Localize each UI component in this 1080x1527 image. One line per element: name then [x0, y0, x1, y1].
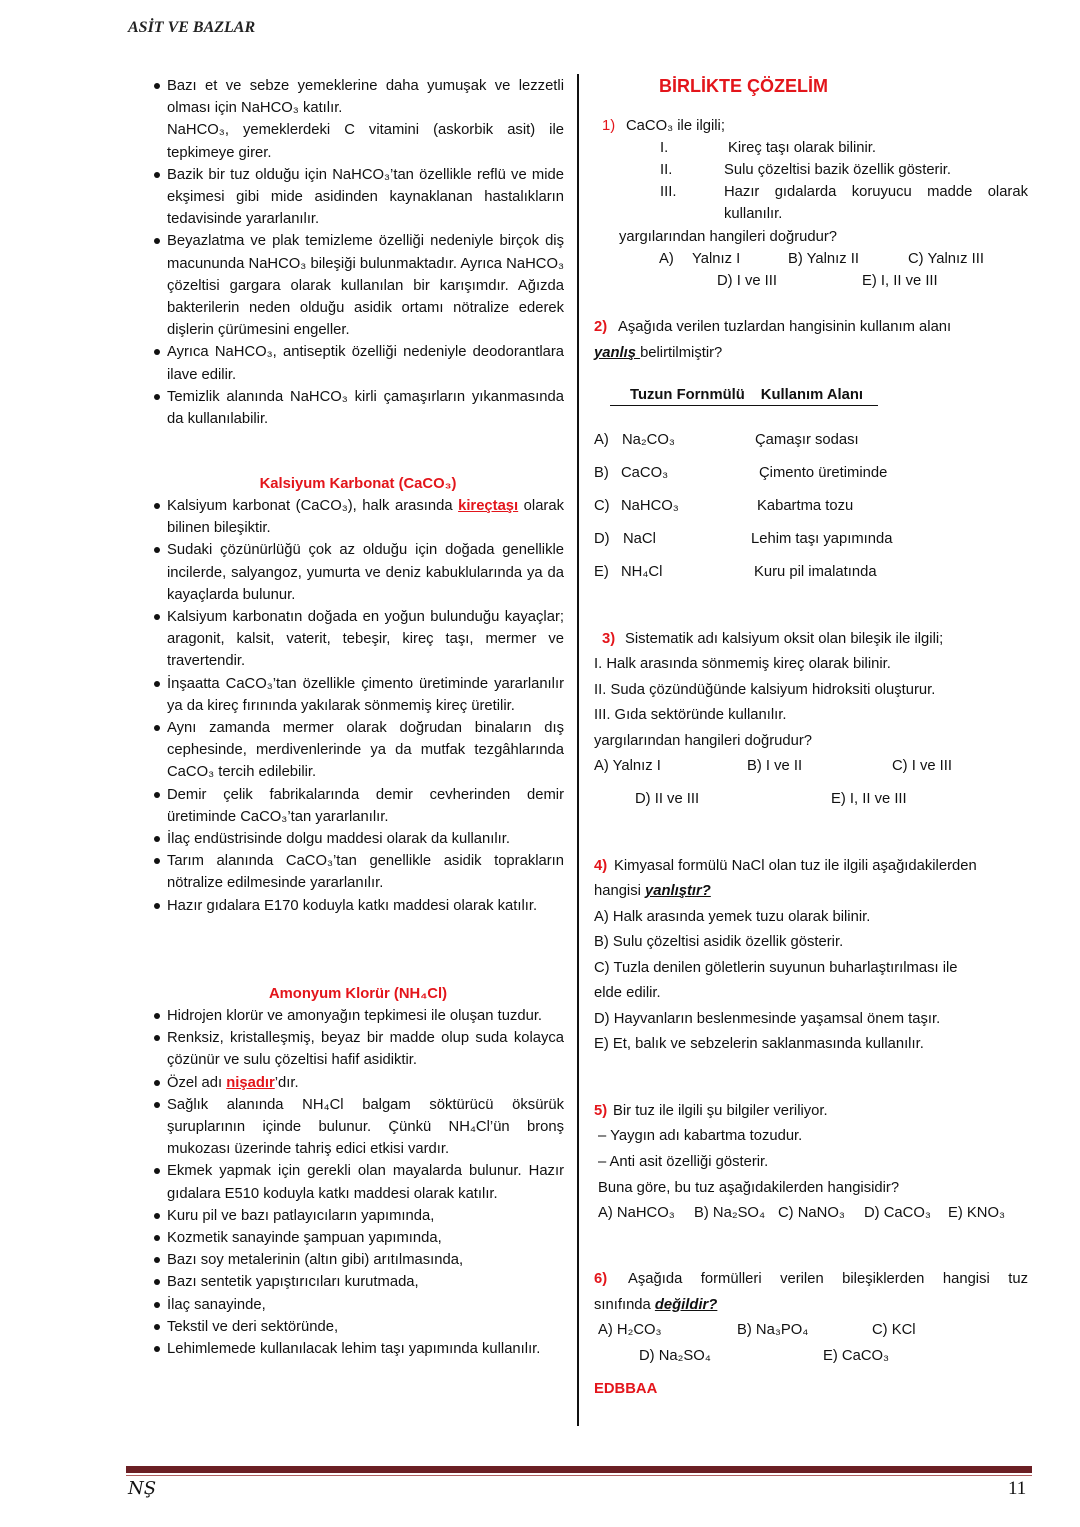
statement: Kireç taşı olarak bilinir.	[728, 140, 877, 156]
option-c[interactable]: C) NaNO₃	[778, 1205, 845, 1221]
question-stem: Sistematik adı kalsiyum oksit olan bileşik ile ilgili;	[625, 631, 944, 647]
list-item: Aynı zamanda mermer olarak doğrudan binaların dış cephesinde, merdivenlerinde ya da mutfak tezgâhlarında CaCO₃ tercih edilebilir.	[152, 717, 564, 784]
list-item: Renksiz, kristalleşmiş, beyaz bir madde olup suda kolayca çözünür ve sulu çözeltisi hafif asidiktir.	[152, 1027, 564, 1071]
list-item: Demir çelik fabrikalarında demir cevherinden demir üretiminde CaCO₃’tan yararlanılır.	[152, 784, 564, 828]
question-stem: Kimyasal formülü NaCl olan tuz ile ilgili aşağıdakilerden	[614, 858, 977, 874]
emphasis: yanlış	[594, 345, 641, 361]
question-text: Buna göre, bu tuz aşağıdakilerden hangisidir?	[598, 1180, 900, 1196]
option-a[interactable]: A) H₂CO₃	[598, 1322, 662, 1338]
option-d[interactable]: D) Hayvanların beslenmesinde yaşamsal önem taşır.	[594, 1011, 941, 1027]
option-d[interactable]: D) CaCO₃	[864, 1205, 931, 1221]
formula: NaHCO₃	[621, 498, 679, 514]
roman-numeral: II.	[660, 162, 673, 178]
list-item: Kuru pil ve bazı patlayıcıların yapımında,	[152, 1205, 564, 1227]
option-letter[interactable]: C)	[594, 498, 610, 514]
page-number: 11	[1008, 1478, 1027, 1499]
list-item: Beyazlatma ve plak temizleme özelliği nedeniyle birçok diş macununda NaHCO₃ bileşiği bulunmaktadır. Ayrıca NaHCO₃ çözeltisi gargara olarak kullanılan bir karışımdır. Ağızda bakterilerin neden olduğu asidik ortamı nötralize ederek dişlerin çürümesini engeller.	[152, 230, 564, 341]
usage: Kuru pil imalatında	[754, 564, 877, 580]
caco3-list	[152, 495, 564, 917]
list-item: Bazik bir tuz olduğu için NaHCO₃’tan özellikle reflü ve mide ekşimesi gibi mide asidinden kaynaklanan hastalıkların tedavisinde yararlanılır.	[152, 164, 564, 231]
usage: Lehim taşı yapımında	[751, 531, 893, 547]
section-title-caco3: Kalsiyum Karbonat (CaCO₃)	[259, 476, 457, 492]
question-stem: Aşağıda verilen tuzlardan hangisinin kullanım alanı	[618, 319, 952, 335]
option-b[interactable]: B) I ve II	[747, 758, 803, 774]
option-letter[interactable]: A)	[594, 432, 609, 448]
question-number: 6)	[594, 1271, 608, 1287]
column-divider	[577, 74, 579, 1426]
option-a[interactable]: A) NaHCO₃	[598, 1205, 675, 1221]
running-header: ASİT VE BAZLAR	[128, 19, 256, 36]
statement: I. Halk arasında sönmemiş kireç olarak bilinir.	[594, 656, 891, 672]
statement: – Yaygın adı kabartma tozudur.	[598, 1128, 803, 1144]
option-b[interactable]: B) Na₃PO₄	[737, 1322, 809, 1338]
text: Kalsiyum karbonat (CaCO₃), halk arasında	[167, 498, 459, 514]
highlight-term: nişadır	[226, 1074, 275, 1091]
option-label[interactable]: A)	[659, 251, 674, 267]
column-header: Tuzun Fornmülü	[630, 387, 745, 403]
statement: Hazır gıdalarda koruyucu madde olarak	[724, 184, 1028, 200]
formula: Na₂CO₃	[622, 432, 675, 448]
option-e[interactable]: E) Et, balık ve sebzelerin saklanmasında kullanılır.	[594, 1036, 924, 1052]
option-b[interactable]: B) Na₂SO₄	[694, 1205, 765, 1221]
roman-numeral: I.	[660, 140, 669, 156]
text: NaHCO₃, yemeklerdeki C vitamini (askorbik asit) ile tepkimeye girer.	[167, 122, 564, 161]
formula: NaCl	[623, 531, 656, 547]
option-e[interactable]: E) I, II ve III	[862, 273, 938, 289]
list-item: Hazır gıdalara E170 koduyla katkı maddesi olarak katılır.	[152, 895, 564, 917]
list-item: Tarım alanında CaCO₃’tan genellikle asidik toprakların nötralize edilmesinde yararlanılır.	[152, 850, 564, 894]
question-stem: Bir tuz ile ilgili şu bilgiler veriliyor.	[613, 1103, 828, 1119]
list-item: Lehimlemede kullanılacak lehim taşı yapımında kullanılır.	[152, 1338, 564, 1360]
option-d[interactable]: D) II ve III	[635, 791, 700, 807]
usage: Çamaşır sodası	[755, 432, 859, 448]
option-a[interactable]: Yalnız I	[692, 251, 741, 267]
option-c[interactable]: C) Yalnız III	[908, 251, 984, 267]
question-stem: sınıfında	[594, 1297, 655, 1313]
list-item: İlaç endüstrisinde dolgu maddesi olarak da kullanılır.	[152, 828, 564, 850]
statement: – Anti asit özelliği gösterir.	[598, 1154, 769, 1170]
statement: kullanılır.	[724, 206, 783, 222]
list-item: Hidrojen klorür ve amonyağın tepkimesi ile oluşan tuzdur.	[152, 1005, 564, 1027]
question-stem: Aşağıda formülleri verilen bileşiklerden hangisi tuz	[628, 1271, 1028, 1287]
text: Bazı et ve sebze yemeklerine daha yumuşak ve lezzetli olması için NaHCO₃ katılır.	[167, 78, 564, 117]
list-item: Sudaki çözünürlüğü çok az olduğu için doğada genellikle incilerde, salyangoz, yumurta ve deniz kabuklularında ya da kayaçlarda bulunur.	[152, 539, 564, 606]
practice-title: BİRLİKTE ÇÖZELİM	[659, 76, 828, 96]
option-a[interactable]: A) Halk arasında yemek tuzu olarak bilinir.	[594, 909, 871, 925]
option-e[interactable]: E) CaCO₃	[823, 1348, 890, 1364]
author-initials: NŞ	[128, 1478, 157, 1499]
list-item: Bazı soy metalerinin (altın gibi) arıtılmasında,	[152, 1249, 564, 1271]
option-c[interactable]: C) I ve III	[892, 758, 953, 774]
list-item: Kozmetik sanayinde şampuan yapımında,	[152, 1227, 564, 1249]
nh4cl-list	[152, 1005, 564, 1360]
statement: III. Gıda sektöründe kullanılır.	[594, 707, 787, 723]
option-letter[interactable]: E)	[594, 564, 609, 580]
section-title-nh4cl: Amonyum Klorür (NH₄Cl)	[268, 986, 448, 1002]
usage: Kabartma tozu	[757, 498, 854, 514]
formula: NH₄Cl	[621, 564, 663, 580]
option-e[interactable]: E) I, II ve III	[831, 791, 907, 807]
question-number: 1)	[602, 118, 616, 134]
text: Özel adı	[167, 1074, 227, 1091]
list-item: İlaç sanayinde,	[152, 1294, 564, 1316]
list-item: Sağlık alanında NH₄Cl balgam söktürücü öksürük şuruplarının içinde bulunur. Çünkü NH₄Cl’ün bronş mukozası üzerinde tahriş edici etkisi vardır.	[152, 1094, 564, 1161]
emphasis: yanlıştır?	[645, 883, 711, 899]
list-item: İnşaatta CaCO₃’tan özellikle çimento üretiminde yararlanılır ya da kireç fırınında yakılarak sönmemiş kireç üretilir.	[152, 673, 564, 717]
text: ’dır.	[274, 1074, 299, 1091]
usage: Çimento üretiminde	[759, 465, 888, 481]
nahco3-list	[152, 75, 564, 430]
question-stem: CaCO₃ ile ilgili;	[626, 118, 725, 134]
column-header: Kullanım Alanı	[760, 387, 864, 403]
question-text: yargılarından hangileri doğrudur?	[594, 733, 812, 749]
question-stem: belirtilmiştir?	[640, 345, 723, 361]
question-number: 5)	[594, 1103, 608, 1119]
option-letter[interactable]: D)	[594, 531, 610, 547]
question-number: 2)	[594, 319, 608, 335]
text: olarak bilinen bileşiktir.	[167, 498, 564, 537]
statement: II. Suda çözündüğünde kalsiyum hidroksiti oluşturur.	[594, 682, 936, 698]
option-b[interactable]: B) Sulu çözeltisi asidik özellik gösterir.	[594, 934, 844, 950]
list-item: Temizlik alanında NaHCO₃ kirli çamaşırların yıkanmasında da kullanılabilir.	[152, 386, 564, 430]
roman-numeral: III.	[660, 184, 677, 200]
option-d[interactable]: D) Na₂SO₄	[639, 1348, 711, 1364]
question-number: 4)	[594, 858, 608, 874]
option-b[interactable]: B) Yalnız II	[788, 251, 860, 267]
list-item	[152, 75, 564, 164]
option-c-cont: elde edilir.	[594, 985, 661, 1001]
formula: CaCO₃	[621, 465, 669, 481]
list-item	[152, 1072, 564, 1094]
option-c[interactable]: C) Tuzla denilen göletlerin suyunun buharlaştırılması ile	[594, 960, 958, 976]
footer-bar	[126, 1466, 1032, 1473]
option-d[interactable]: D) I ve III	[717, 273, 778, 289]
option-letter[interactable]: B)	[594, 465, 609, 481]
emphasis: değildir?	[654, 1297, 718, 1313]
option-c[interactable]: C) KCl	[872, 1322, 916, 1338]
list-item: Ayrıca NaHCO₃, antiseptik özelliği nedeniyle deodorantlara ilave edilir.	[152, 341, 564, 385]
list-item: Ekmek yapmak için gerekli olan mayalarda bulunur. Hazır gıdalara E510 koduyla katkı maddesi olarak katılır.	[152, 1160, 564, 1204]
option-e[interactable]: E) KNO₃	[948, 1205, 1005, 1221]
question-number: 3)	[602, 631, 616, 647]
question-stem: hangisi	[594, 883, 646, 899]
list-item	[152, 495, 564, 539]
list-item: Tekstil ve deri sektöründe,	[152, 1316, 564, 1338]
table-header	[610, 385, 878, 406]
list-item: Kalsiyum karbonatın doğada en yoğun bulunduğu kayaçlar; aragonit, kalsit, vaterit, tebeşir, kireç taşı, mermer ve travertendir.	[152, 606, 564, 673]
list-item: Bazı sentetik yapıştırıcıları kurutmada,	[152, 1271, 564, 1293]
highlight-term: kireçtaşı	[458, 498, 519, 514]
statement: Sulu çözeltisi bazik özellik gösterir.	[724, 162, 951, 178]
footer-line	[126, 1475, 1032, 1476]
answer-key: EDBBAA	[594, 1381, 658, 1397]
question-text: yargılarından hangileri doğrudur?	[619, 229, 837, 245]
option-a[interactable]: A) Yalnız I	[594, 758, 661, 774]
